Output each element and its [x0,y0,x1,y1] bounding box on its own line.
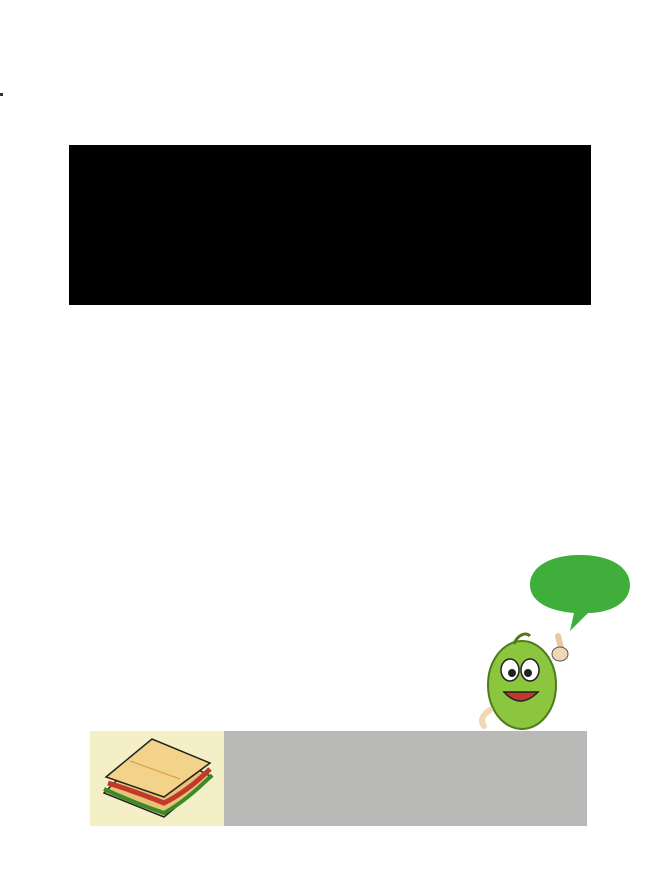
speech-bubble [528,553,632,633]
programa-list [40,352,627,366]
stray-mark [0,93,3,96]
sandwich-illustration [90,731,224,826]
sandwich-icon [90,731,224,826]
olive-mascot-icon [470,630,580,735]
event-banner [69,145,591,305]
collaboration-box [224,731,587,826]
